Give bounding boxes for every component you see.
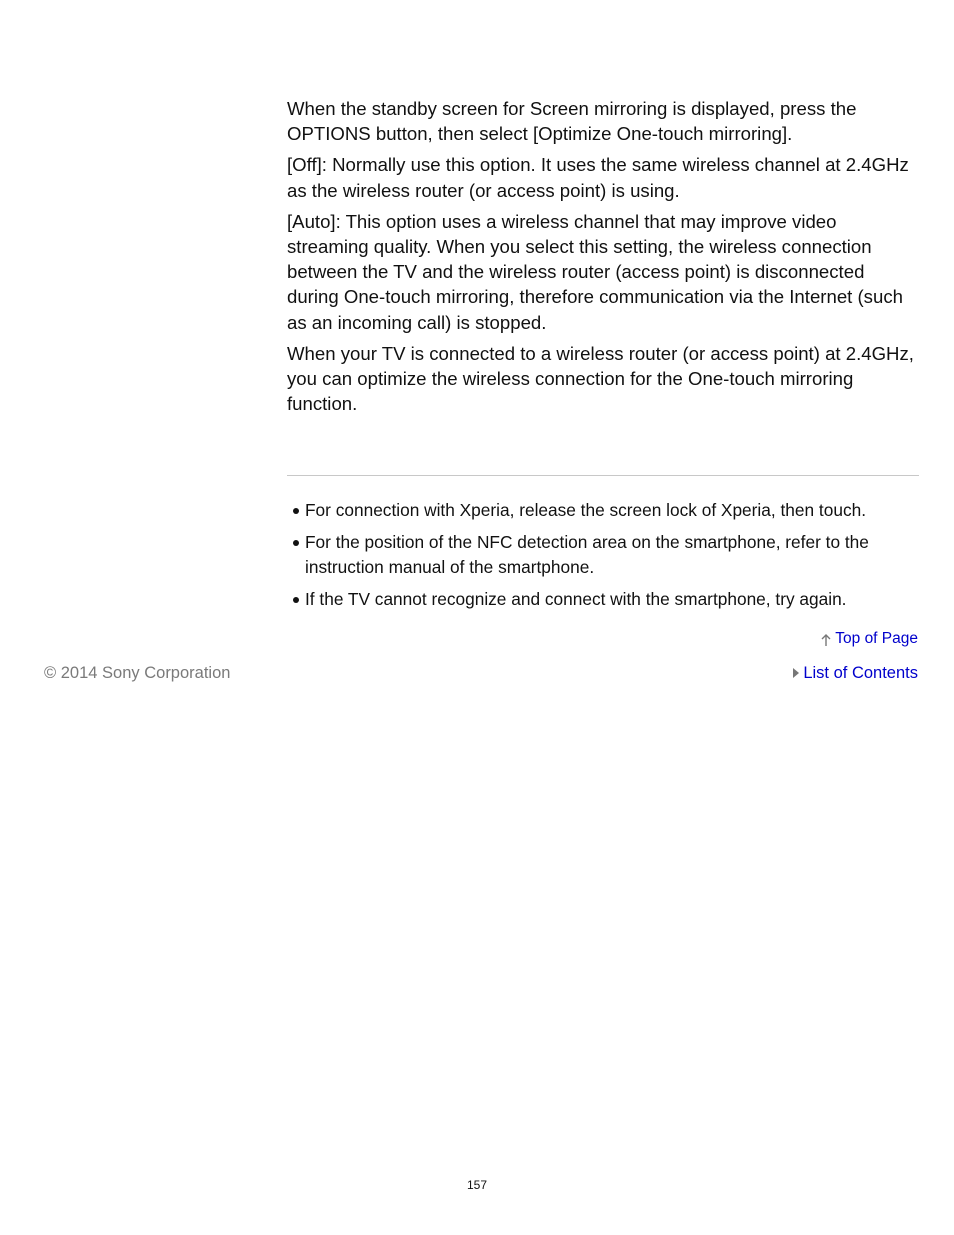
arrow-up-icon [820, 631, 832, 647]
top-of-page-label[interactable]: Top of Page [835, 630, 918, 647]
body-paragraph-2: [Off]: Normally use this option. It uses the same wireless channel at 2.4GHz as the wireless router (or access point) is using. [287, 154, 909, 201]
bullet-icon [293, 597, 299, 603]
page-number: 157 [466, 1178, 488, 1192]
body-paragraph-1: When the standby screen for Screen mirroring is displayed, press the OPTIONS button, then select [Optimize One-touch mirroring]. [287, 98, 857, 145]
note-text: If the TV cannot recognize and connect with the smartphone, try again. [305, 588, 847, 609]
body-paragraph-4: When your TV is connected to a wireless router (or access point) at 2.4GHz, you can optimize the wireless connection for the One-touch mirroring function. [287, 342, 914, 415]
copyright-text: © 2014 Sony Corporation [44, 664, 231, 682]
bullet-icon [293, 540, 299, 546]
body-paragraph-3: [Auto]: This option uses a wireless channel that may improve video streaming quality. When you select this setting, the wireless connection between the TV and the wireless router (access point) is disconnected during One-touch mirroring, therefore communication via the Internet (such as an incoming call) is stopped. [287, 210, 903, 333]
list-of-contents-link[interactable] [793, 663, 918, 683]
top-of-page-link[interactable] [820, 629, 918, 649]
triangle-right-icon [793, 668, 799, 678]
note-text: For connection with Xperia, release the screen lock of Xperia, then touch. [305, 500, 866, 520]
main-content [287, 96, 919, 422]
note-text: For the position of the NFC detection area on the smartphone, refer to the instruction manual of the smartphone. [305, 531, 869, 577]
list-item [287, 587, 919, 613]
notes-list [287, 498, 919, 618]
section-divider [287, 475, 919, 476]
list-item [287, 530, 919, 581]
list-of-contents-label[interactable]: List of Contents [803, 664, 918, 682]
list-item [287, 498, 919, 524]
bullet-icon [293, 508, 299, 514]
